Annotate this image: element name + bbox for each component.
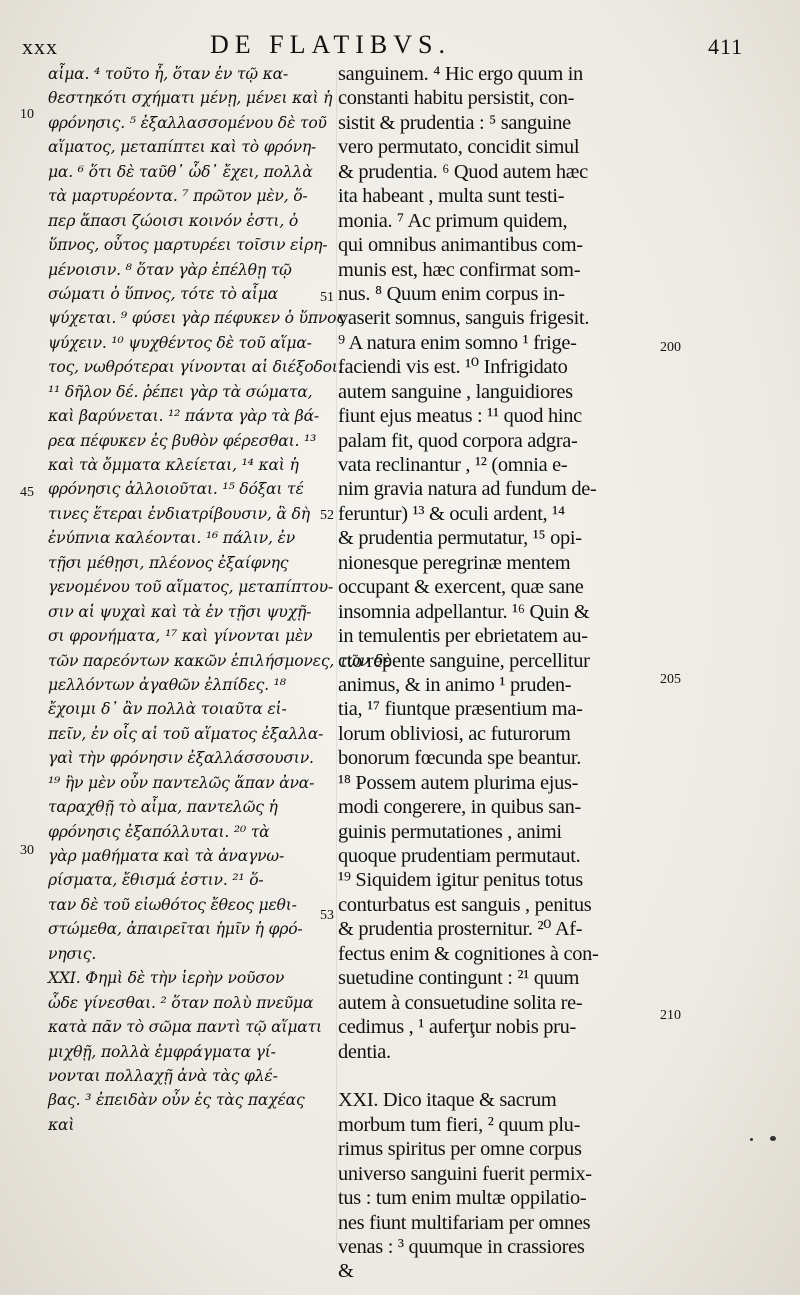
latin-text-line: sistit & prudentia : ⁵ sanguine (338, 111, 571, 134)
latin-text-line: XXI. Dico itaque & sacrum (338, 1089, 557, 1112)
latin-text-line: rimus spiritus per omne corpus (338, 1138, 582, 1161)
latin-text-line: & prudentia. ⁶ Quod autem hæc (338, 160, 588, 183)
latin-text-line: modi congerere, in quibus san- (338, 796, 581, 819)
greek-text-line: τῶν παρεόντων κακῶν ἐπιλήσμονες, τῶν δὲ (48, 651, 392, 670)
greek-text-line: ψύχειν. ¹⁰ ψυχθέντος δὲ τοῦ αἵμα- (48, 333, 312, 352)
greek-text-line: στώμεθα, ἀπαιρεῖται ἡμῖν ἡ φρό- (48, 920, 303, 939)
latin-text-line: monia. ⁷ Ac primum quidem, (338, 209, 568, 232)
margin-section-number: 52 (320, 508, 334, 523)
latin-text-line: vata reclinantur , ¹² (omnia e- (338, 454, 568, 476)
greek-text-line: ¹⁹ ἢν μὲν οὖν παντελῶς ἅπαν ἀνα- (48, 773, 315, 792)
greek-text-line: γενομένου τοῦ αἵματος, μεταπίπτου- (48, 578, 334, 597)
latin-text-line: occupant & exercent, quæ sane (338, 576, 584, 599)
greek-text-line: φρόνησις. ⁵ ἐξαλλασσομένου δὲ τοῦ (48, 113, 327, 132)
greek-text-line: ταραχθῇ τὸ αἷμα, παντελῶς ἡ (48, 798, 278, 817)
latin-text-line: fiunt ejus meatus : ¹¹ quod hinc (338, 405, 582, 428)
latin-text-line: ita habeant , multa sunt testi- (338, 185, 565, 208)
latin-text-line: nes fiunt multifariam per omnes (338, 1211, 591, 1234)
greek-text-line: ρεα πέφυκεν ἐς βυθὸν φέρεσθαι. ¹³ (48, 431, 317, 450)
latin-text-line: dentia. (338, 1040, 391, 1063)
greek-text-line: αἵματος, μεταπίπτει καὶ τὸ φρόνη- (48, 138, 317, 157)
greek-text-line: τος, νωθρότεραι γίνονται αἱ διέξοδοι. (48, 358, 343, 377)
greek-text-line: κατὰ πᾶν τὸ σῶμα παντὶ τῷ αἵματι (48, 1018, 322, 1037)
greek-text-line: νησις. (48, 944, 97, 963)
latin-text-line: cedimus , ¹ auferţur nobis pru- (338, 1016, 577, 1039)
latin-text-line: nus. ⁸ Quum enim corpus in- (338, 282, 565, 305)
latin-text-line: ¹⁸ Possem autem plurima ejus- (338, 771, 579, 794)
page-number: 411 (708, 34, 744, 59)
latin-text-line: insomnia adpellantur. ¹⁶ Quin & (338, 600, 590, 623)
greek-text-line: ἐνύπνια καλέονται. ¹⁶ πάλιν, ἐν (48, 529, 295, 548)
greek-text-line: βας. ³ ἐπειδὰν οὖν ἐς τὰς παχέας (48, 1091, 305, 1110)
greek-text-line: φρόνησις ἐξαπόλλυται. ²⁰ τὰ (48, 822, 270, 841)
greek-text-line: θεστηκότι σχήματι μένῃ, μένει καὶ ἡ (48, 89, 333, 108)
latin-text-line: & prudentia prosternitur. ²⁰ Af- (338, 918, 583, 941)
latin-text-line: vero permutato, concidit simul (338, 136, 580, 159)
greek-text-line: ἔχοιμι δ᾽ ἂν πολλὰ τοιαῦτα εἰ- (48, 700, 287, 719)
ink-speck (770, 1136, 776, 1141)
latin-text-line: bonorum fœcunda spe beantur. (338, 747, 582, 770)
greek-text-line: ὧδε γίνεσθαι. ² ὅταν πολὺ πνεῦμα (48, 993, 314, 1012)
latin-text-line: constanti habitu persistit, con- (338, 87, 575, 110)
greek-text-line: ὕπνος, οὗτος μαρτυρέει τοῖσιν εἰρη- (48, 236, 328, 255)
margin-section-number: 53 (320, 908, 334, 923)
latin-text-line: & prudentia permutatur, ¹⁵ opi- (338, 527, 582, 550)
margin-line-number: 205 (660, 672, 681, 687)
greek-text-line: σώματι ὁ ὕπνος, τότε τὸ αἷμα (48, 284, 278, 303)
latin-text-line: fectus enim & cognitiones à con- (338, 942, 599, 965)
latin-text-line: tia, ¹⁷ fiuntque præsentium ma- (338, 698, 583, 721)
latin-text-line: universo sanguini fuerit permix- (338, 1162, 592, 1185)
latin-text-line: palam fit, quod corpora adgra- (338, 429, 578, 452)
latin-text-line: quoque prudentiam permutaut. (338, 845, 581, 867)
latin-text-line: cto repente sanguine, percellitur (338, 649, 590, 672)
greek-text-line: αἷμα. ⁴ τοῦτο ἦ, ὅταν ἐν τῷ κα- (48, 65, 289, 83)
page-header (0, 26, 800, 66)
greek-text-line: νονται πολλαχῇ ἀνὰ τὰς φλέ- (48, 1066, 278, 1085)
latin-text-line: in temulentis per ebrietatem au- (338, 625, 588, 648)
greek-text-line: ρίσματα, ἔθισμά ἐστιν. ²¹ ὅ- (48, 871, 264, 890)
latin-text-column (338, 62, 658, 1284)
greek-text-line: πεῖν, ἐν οἷς αἱ τοῦ αἵματος ἐξαλλα- (48, 724, 324, 743)
latin-text-line (338, 1064, 658, 1088)
latin-text-line: qui omnibus animantibus com- (338, 234, 583, 257)
greek-text-line: XXI. Φημὶ δὲ τὴν ἱερὴν νοῦσον (48, 969, 285, 988)
greek-text-line: τῇσι μέθῃσι, πλέονος ἐξαίφνης (48, 553, 289, 572)
margin-line-number: 200 (660, 340, 681, 355)
greek-text-line: μελλόντων ἀγαθῶν ἐλπίδες. ¹⁸ (48, 675, 286, 694)
latin-text-line: faciendi vis est. ¹⁰ Infrigidato (338, 356, 568, 379)
latin-text-line: morbum tum fieri, ² quum plu- (338, 1113, 581, 1136)
running-head-left: xxx (22, 34, 58, 59)
greek-text-line: τὰ μαρτυρέοντα. ⁷ πρῶτον μὲν, ὅ- (48, 187, 308, 206)
latin-text-line: ¹⁹ Siquidem igitur penitus totus (338, 869, 583, 892)
greek-text-line: καὶ τὰ ὄμματα κλείεται, ¹⁴ καὶ ἡ (48, 456, 299, 474)
latin-text-line: vaserit somnus, sanguis frigesit. (338, 307, 590, 330)
greek-text-line: γὰρ μαθήματα καὶ τὰ ἀναγνω- (48, 847, 285, 865)
latin-text-line: tus : tum enim multæ oppilatio- (338, 1187, 587, 1210)
latin-text-line: animus, & in animo ¹ pruden- (338, 673, 572, 696)
greek-text-line: μα. ⁶ ὅτι δὲ ταῦθ᾽ ὧδ᾽ ἔχει, πολλὰ (48, 162, 313, 181)
greek-text-line: μένοισιν. ⁸ ὅταν γὰρ ἐπέλθῃ τῷ (48, 260, 292, 279)
latin-text-line: venas : ³ quumque in crassiores (338, 1236, 585, 1258)
latin-text-line: feruntur) ¹³ & oculi ardent, ¹⁴ (338, 502, 565, 525)
latin-text-line: autem à consuetudine solita re- (338, 991, 583, 1014)
latin-text-line: & (338, 1260, 354, 1283)
greek-text-line: τινες ἕτεραι ἐνδιατρίβουσιν, ἃ δὴ (48, 504, 310, 523)
margin-section-number: 51 (320, 290, 334, 305)
greek-text-line: καὶ βαρύνεται. ¹² πάντα γὰρ τὰ βά- (48, 407, 319, 426)
latin-text-line: autem sanguine , languidiores (338, 380, 573, 403)
greek-text-line: σι φρονήματα, ¹⁷ καὶ γίνονται μὲν (48, 627, 313, 646)
greek-text-line: μιχθῇ, πολλὰ ἐμφράγματα γί- (48, 1042, 276, 1061)
ink-speck (750, 1138, 753, 1141)
greek-text-line: σιν αἱ ψυχαὶ καὶ τὰ ἐν τῇσι ψυχῇ- (48, 602, 312, 621)
latin-text-line: guinis permutationes , animi (338, 820, 562, 843)
latin-text-line: lorum obliviosi, ac futurorum (338, 722, 571, 745)
latin-text-line: nim gravia natura ad fundum de- (338, 478, 597, 501)
greek-text-line: καὶ (48, 1115, 75, 1134)
greek-text-line: ¹¹ δῆλον δέ. ῥέπει γὰρ τὰ σώματα, (48, 382, 313, 401)
margin-line-number: 210 (660, 1008, 681, 1023)
running-title: DE FLATIBVS. (210, 30, 452, 59)
latin-text-line: suetudine contingunt : ²¹ quum (338, 967, 580, 990)
greek-text-line: ψύχεται. ⁹ φύσει γὰρ πέφυκεν ὁ ὕπνος (48, 309, 345, 328)
margin-line-number: 10 (20, 107, 34, 122)
latin-text-line: conturbatus est sanguis , penitus (338, 893, 592, 916)
latin-text-line: ⁹ A natura enim somno ¹ frige- (338, 331, 577, 354)
greek-text-line: περ ἅπασι ζώοισι κοινόν ἐστι, ὁ (48, 211, 299, 230)
margin-line-number: 45 (20, 485, 34, 500)
greek-text-line: φρόνησις ἀλλοιοῦται. ¹⁵ δόξαι τέ (48, 480, 304, 499)
latin-text-line: munis est, hæc confirmat som- (338, 258, 581, 281)
latin-text-line: sanguinem. ⁴ Hic ergo quum in (338, 63, 583, 85)
latin-text-line: nionesque peregrinæ mentem (338, 551, 571, 574)
margin-line-number: 30 (20, 843, 34, 858)
greek-text-line: ταν δὲ τοῦ εἰωθότος ἔθεος μεθι- (48, 895, 297, 914)
greek-text-line: γαὶ τὴν φρόνησιν ἐξαλλάσσουσιν. (48, 749, 314, 768)
